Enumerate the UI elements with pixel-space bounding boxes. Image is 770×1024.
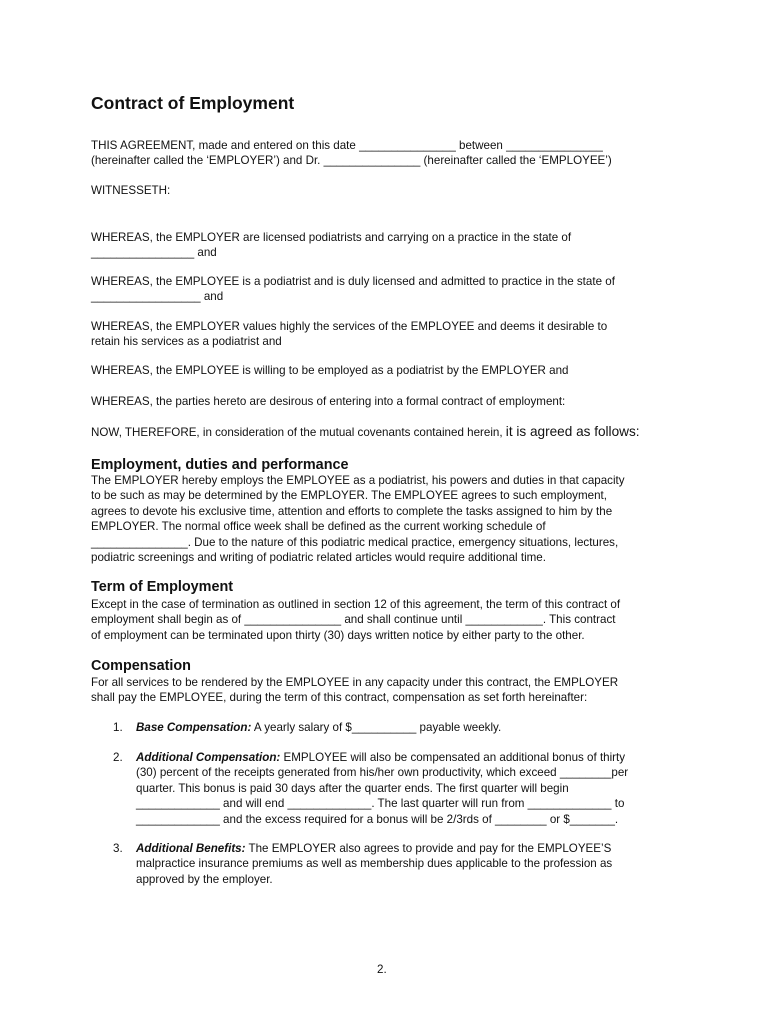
list-item-line: _____________ and the excess required for a bonus will be 2/3rds of ________ or $_______. bbox=[136, 812, 619, 826]
list-item-line: _____________ and will end _____________. The last quarter will run from _____________ to bbox=[136, 797, 625, 811]
whereas-line: ________________ and bbox=[91, 246, 217, 260]
section-heading-term: Term of Employment bbox=[91, 579, 234, 595]
whereas-paragraph: WHEREAS, the EMPLOYEE is willing to be employed as a podiatrist by the EMPLOYER and bbox=[91, 364, 569, 377]
whereas-line: WHEREAS, the EMPLOYER values highly the services of the EMPLOYEE and deems it desirable to bbox=[91, 320, 608, 333]
whereas-line: retain his services as a podiatrist and bbox=[91, 335, 282, 349]
list-item-label: Additional Benefits: bbox=[136, 842, 246, 855]
list-item-text: The EMPLOYER also agrees to provide and pay for the EMPLOYEE’S bbox=[245, 842, 612, 855]
section-line: podiatric screenings and writing of podiatric related articles would require additional time. bbox=[91, 551, 546, 565]
section-line: of employment can be terminated upon thirty (30) days written notice by either party to the other. bbox=[91, 628, 585, 642]
list-item-line: quarter. This bonus is paid 30 days after the quarter ends. The first quarter will begin bbox=[136, 781, 569, 795]
list-item-additional-benefits bbox=[136, 841, 676, 887]
list-item-number: 3. bbox=[113, 842, 123, 855]
section-body-duties bbox=[91, 473, 691, 565]
list-item-line: malpractice insurance premiums as well as membership dues applicable to the profession as bbox=[136, 857, 613, 871]
now-therefore-text: NOW, THEREFORE, in consideration of the mutual covenants contained herein, bbox=[91, 426, 506, 439]
whereas-line: WHEREAS, the EMPLOYER are licensed podiatrists and carrying on a practice in the state of bbox=[91, 231, 572, 244]
list-item-base-compensation bbox=[136, 720, 676, 735]
section-line: to be such as may be determined by the EMPLOYER. The EMPLOYEE agrees to such employment, bbox=[91, 489, 607, 503]
now-therefore-paragraph bbox=[91, 424, 691, 440]
list-item-additional-compensation bbox=[136, 750, 676, 827]
section-line: Except in the case of termination as outlined in section 12 of this agreement, the term of this contract of bbox=[91, 598, 621, 611]
page-number: 2. bbox=[377, 963, 387, 976]
intro-paragraph bbox=[91, 138, 691, 169]
section-body-term bbox=[91, 597, 691, 643]
list-item-text: A yearly salary of $__________ payable weekly. bbox=[251, 721, 502, 734]
section-heading-duties: Employment, duties and performance bbox=[91, 457, 349, 473]
whereas-paragraph: WHEREAS, the parties hereto are desirous of entering into a formal contract of employment: bbox=[91, 395, 566, 408]
section-line: agrees to devote his exclusive time, attention and efforts to complete the tasks assigned to him by the bbox=[91, 504, 613, 518]
list-item-label: Base Compensation: bbox=[136, 721, 252, 734]
section-line: employment shall begin as of _______________ and shall continue until ____________. This contract bbox=[91, 613, 616, 627]
list-item-text: EMPLOYEE will also be compensated an additional bonus of thirty bbox=[280, 751, 626, 764]
section-line: _______________. Due to the nature of this podiatric medical practice, emergency situations, lectures, bbox=[91, 535, 619, 549]
whereas-paragraph bbox=[91, 230, 691, 261]
section-line: For all services to be rendered by the EMPLOYEE in any capacity under this contract, the EMPLOYER bbox=[91, 676, 619, 689]
whereas-paragraph bbox=[91, 274, 691, 305]
intro-line: (hereinafter called the ‘EMPLOYER’) and Dr. _______________ (hereinafter called the ‘EMPLOYEE’) bbox=[91, 154, 612, 168]
whereas-line: _________________ and bbox=[91, 290, 224, 304]
witnesseth-label: WITNESSETH: bbox=[91, 184, 171, 197]
whereas-line: WHEREAS, the EMPLOYEE is a podiatrist and is duly licensed and admitted to practice in the state of bbox=[91, 275, 615, 288]
section-line: shall pay the EMPLOYEE, during the term of this contract, compensation as set forth hereinafter: bbox=[91, 691, 588, 705]
list-item-line: approved by the employer. bbox=[136, 872, 273, 886]
document-title: Contract of Employment bbox=[91, 93, 295, 113]
list-item-number: 1. bbox=[113, 721, 123, 734]
list-item-line: (30) percent of the receipts generated from his/her own productivity, which exceed ________per bbox=[136, 766, 629, 780]
list-item-label: Additional Compensation: bbox=[136, 751, 281, 764]
section-line: The EMPLOYER hereby employs the EMPLOYEE as a podiatrist, his powers and duties in that capacity bbox=[91, 474, 625, 487]
section-line: EMPLOYER. The normal office week shall be defined as the current working schedule of bbox=[91, 520, 546, 534]
now-therefore-emphasis: it is agreed as follows: bbox=[505, 424, 640, 439]
section-heading-compensation: Compensation bbox=[91, 658, 191, 674]
intro-line: THIS AGREEMENT, made and entered on this date _______________ between _______________ bbox=[91, 139, 603, 152]
whereas-paragraph bbox=[91, 319, 691, 350]
section-body-compensation bbox=[91, 675, 691, 706]
list-item-number: 2. bbox=[113, 751, 123, 764]
